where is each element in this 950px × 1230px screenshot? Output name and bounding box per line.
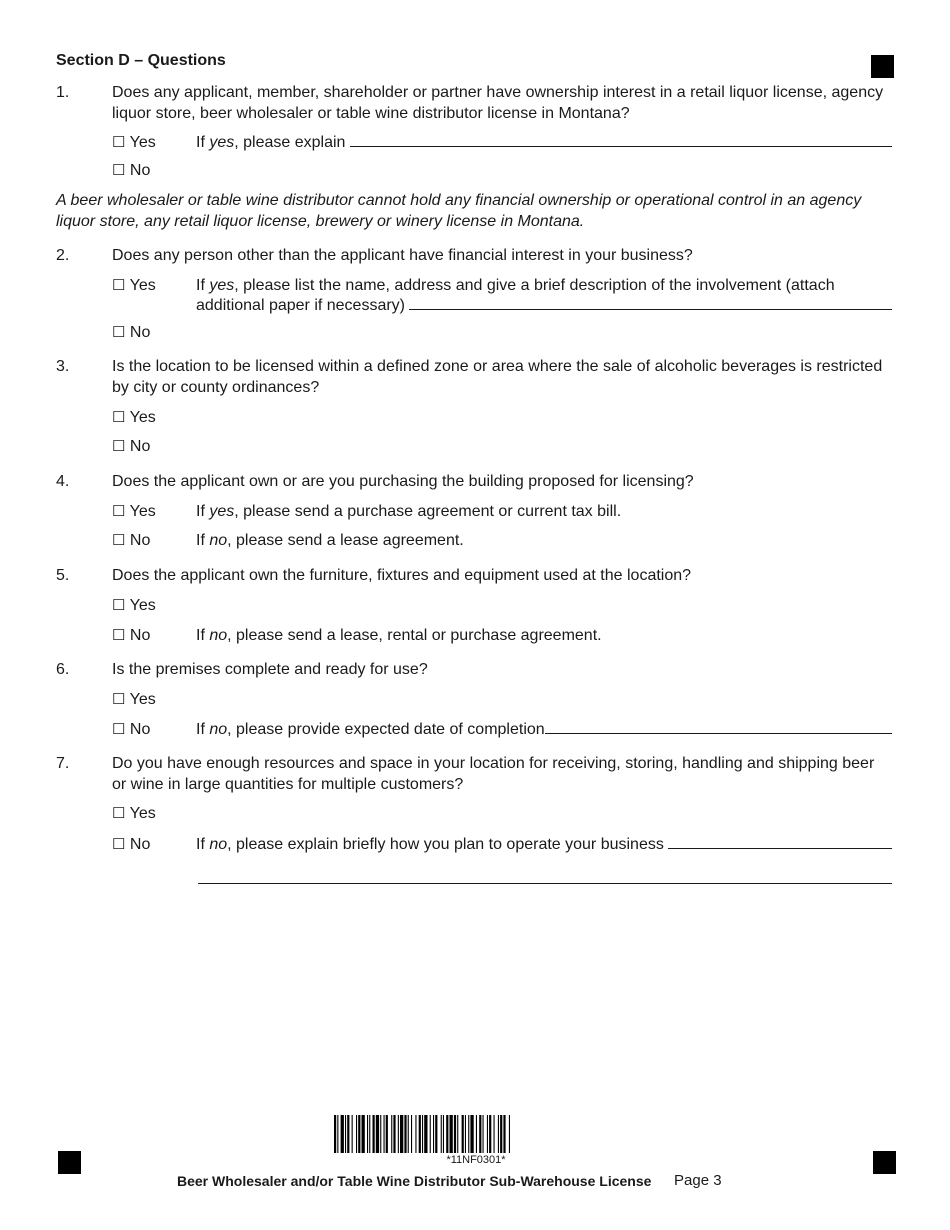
q1-no-option[interactable] (112, 160, 150, 181)
barcode-bar (386, 1115, 388, 1153)
section-title: Section D – Questions (56, 52, 226, 69)
q2-yes-instruction-line2: additional paper if necessary) (196, 295, 892, 316)
q7-explain-line[interactable] (668, 834, 892, 849)
q3-yes-option[interactable] (112, 407, 156, 428)
q3-no-option[interactable] (112, 436, 150, 457)
question-1-number: 1. (56, 84, 70, 101)
barcode-bar (503, 1115, 505, 1153)
barcode-bar (334, 1115, 336, 1153)
barcode-bar (430, 1115, 431, 1153)
q6-no-option[interactable] (112, 719, 150, 740)
question-4-number: 4. (56, 473, 70, 490)
barcode-bar (419, 1115, 421, 1153)
q4-yes-instruction: If yes, please send a purchase agreement or current tax bill. (196, 503, 622, 520)
barcode-text: *11NF0301* (446, 1154, 506, 1166)
q5-no-instruction: If no, please send a lease, rental or purchase agreement. (196, 627, 602, 644)
question-5-text: Does the applicant own the furniture, fixtures and equipment used at the location? (112, 567, 692, 584)
footer-form-title: Beer Wholesaler and/or Table Wine Distributor Sub-Warehouse License (177, 1173, 652, 1189)
q5-no-label: No (129, 627, 151, 644)
checkbox-icon[interactable]: ☐ (112, 277, 126, 294)
barcode-bar (362, 1115, 365, 1153)
q1-yes-option[interactable] (112, 132, 156, 153)
question-6-text: Is the premises complete and ready for use? (112, 661, 428, 678)
q3-yes-label: Yes (129, 409, 156, 426)
question-3-number: 3. (56, 358, 70, 375)
q5-yes-label: Yes (129, 597, 156, 614)
checkbox-icon[interactable]: ☐ (112, 503, 126, 520)
barcode-bar (500, 1115, 502, 1153)
barcode-bar (465, 1115, 466, 1153)
barcode-bar (398, 1115, 399, 1153)
q6-no-instruction: If no, please provide expected date of completion (196, 719, 892, 740)
barcode-bar (337, 1115, 338, 1153)
registration-mark-bottom-right (873, 1151, 896, 1174)
checkbox-icon[interactable]: ☐ (112, 438, 126, 455)
barcode-bar (433, 1115, 434, 1153)
barcode-bar (441, 1115, 442, 1153)
barcode-bar (358, 1115, 360, 1153)
q4-yes-label: Yes (129, 503, 156, 520)
registration-mark-bottom-left (58, 1151, 81, 1174)
q2-explain-line[interactable] (409, 295, 892, 310)
question-1-text: Does any applicant, member, shareholder or partner have ownership interest in a retail liquor license, agency liquor store, beer wholesaler or table wine distributor license in Montana? (112, 84, 884, 122)
barcode-bar (352, 1115, 353, 1153)
barcode-bar (408, 1115, 409, 1153)
footer-page-number: Page 3 (674, 1172, 722, 1189)
checkbox-icon[interactable]: ☐ (112, 805, 126, 822)
q6-yes-label: Yes (129, 691, 156, 708)
barcode-bar (443, 1115, 444, 1153)
q7-yes-label: Yes (129, 805, 156, 822)
q4-no-option[interactable] (112, 530, 150, 551)
q1-yes-instruction: If yes, please explain (196, 132, 892, 153)
barcode-bar (367, 1115, 368, 1153)
barcode-bar (509, 1115, 510, 1153)
barcode-bar (457, 1115, 458, 1153)
checkbox-icon[interactable]: ☐ (112, 162, 126, 179)
barcode-bar (487, 1115, 488, 1153)
q2-no-label: No (129, 324, 151, 341)
barcode-bar (391, 1115, 392, 1153)
checkbox-icon[interactable]: ☐ (112, 627, 126, 644)
q7-explain-line-2[interactable] (198, 868, 892, 884)
q5-no-option[interactable] (112, 625, 150, 646)
q6-no-label: No (129, 721, 151, 738)
barcode-bar (376, 1115, 379, 1153)
q2-no-option[interactable] (112, 322, 150, 343)
checkbox-icon[interactable]: ☐ (112, 597, 126, 614)
distributor-note: A beer wholesaler or table wine distributor cannot hold any financial ownership or operational control in an agency liquor store, any retail liquor license, brewery or winery license in Montana. (56, 192, 862, 230)
q3-no-label: No (129, 438, 151, 455)
barcode-bar (404, 1115, 406, 1153)
barcode-bar (454, 1115, 456, 1153)
barcode-bar (424, 1115, 427, 1153)
barcode-bar (470, 1115, 473, 1153)
q1-no-label: No (129, 162, 151, 179)
q7-no-option[interactable] (112, 834, 150, 855)
barcode-bar (483, 1115, 484, 1153)
q7-no-instruction: If no, please explain briefly how you plan to operate your business (196, 834, 892, 855)
q2-yes-label: Yes (129, 277, 156, 294)
q4-yes-option[interactable] (112, 501, 156, 522)
q4-no-label: No (129, 532, 151, 549)
q6-completion-date-line[interactable] (545, 719, 892, 734)
barcode-bar (393, 1115, 395, 1153)
barcode-bar (450, 1115, 453, 1153)
q1-yes-label: Yes (129, 134, 156, 151)
barcode-bar (446, 1115, 448, 1153)
q5-yes-option[interactable] (112, 595, 156, 616)
barcode-image (334, 1115, 618, 1153)
barcode-bar (468, 1115, 469, 1153)
checkbox-icon[interactable]: ☐ (112, 134, 126, 151)
barcode-bar (380, 1115, 381, 1153)
barcode-bar (400, 1115, 403, 1153)
checkbox-icon[interactable]: ☐ (112, 836, 126, 853)
barcode-bar (347, 1115, 349, 1153)
registration-mark-top-right (871, 55, 894, 78)
barcode-bar (345, 1115, 346, 1153)
barcode-bar (435, 1115, 437, 1153)
q7-no-label: No (129, 836, 151, 853)
barcode-bar (415, 1115, 416, 1153)
barcode-bar (384, 1115, 385, 1153)
barcode-bar (341, 1115, 344, 1153)
barcode-bar (476, 1115, 477, 1153)
checkbox-icon[interactable]: ☐ (112, 721, 126, 738)
barcode-bar (479, 1115, 481, 1153)
checkbox-icon[interactable]: ☐ (112, 324, 126, 341)
barcode-bar (498, 1115, 499, 1153)
checkbox-icon[interactable]: ☐ (112, 409, 126, 426)
question-5-number: 5. (56, 567, 70, 584)
q6-yes-option[interactable] (112, 689, 156, 710)
question-7-text: Do you have enough resources and space in your location for receiving, storing, handling and shipping beer or wine in large quantities for multiple customers? (112, 755, 875, 793)
q1-explain-line[interactable] (350, 132, 892, 147)
barcode-bar (462, 1115, 464, 1153)
q2-yes-option[interactable] (112, 275, 156, 296)
question-7-number: 7. (56, 755, 70, 772)
barcode-bar (356, 1115, 357, 1153)
q4-no-instruction: If no, please send a lease agreement. (196, 532, 464, 549)
question-3-text: Is the location to be licensed within a defined zone or area where the sale of alcoholic beverages is restricted by city or county ordinances? (112, 358, 883, 396)
q2-yes-instruction: If yes, please list the name, address and give a brief description of the involvement (attach (196, 277, 835, 294)
barcode-bar (373, 1115, 375, 1153)
question-2-text: Does any person other than the applicant have financial interest in your business? (112, 247, 693, 264)
barcode-bar (489, 1115, 491, 1153)
barcode-bar (369, 1115, 370, 1153)
question-2-number: 2. (56, 247, 70, 264)
question-4-text: Does the applicant own or are you purchasing the building proposed for licensing? (112, 473, 694, 490)
barcode-bar (411, 1115, 412, 1153)
checkbox-icon[interactable]: ☐ (112, 532, 126, 549)
barcode-bar (494, 1115, 495, 1153)
question-6-number: 6. (56, 661, 70, 678)
q7-yes-option[interactable] (112, 803, 156, 824)
barcode-bar (422, 1115, 423, 1153)
checkbox-icon[interactable]: ☐ (112, 691, 126, 708)
